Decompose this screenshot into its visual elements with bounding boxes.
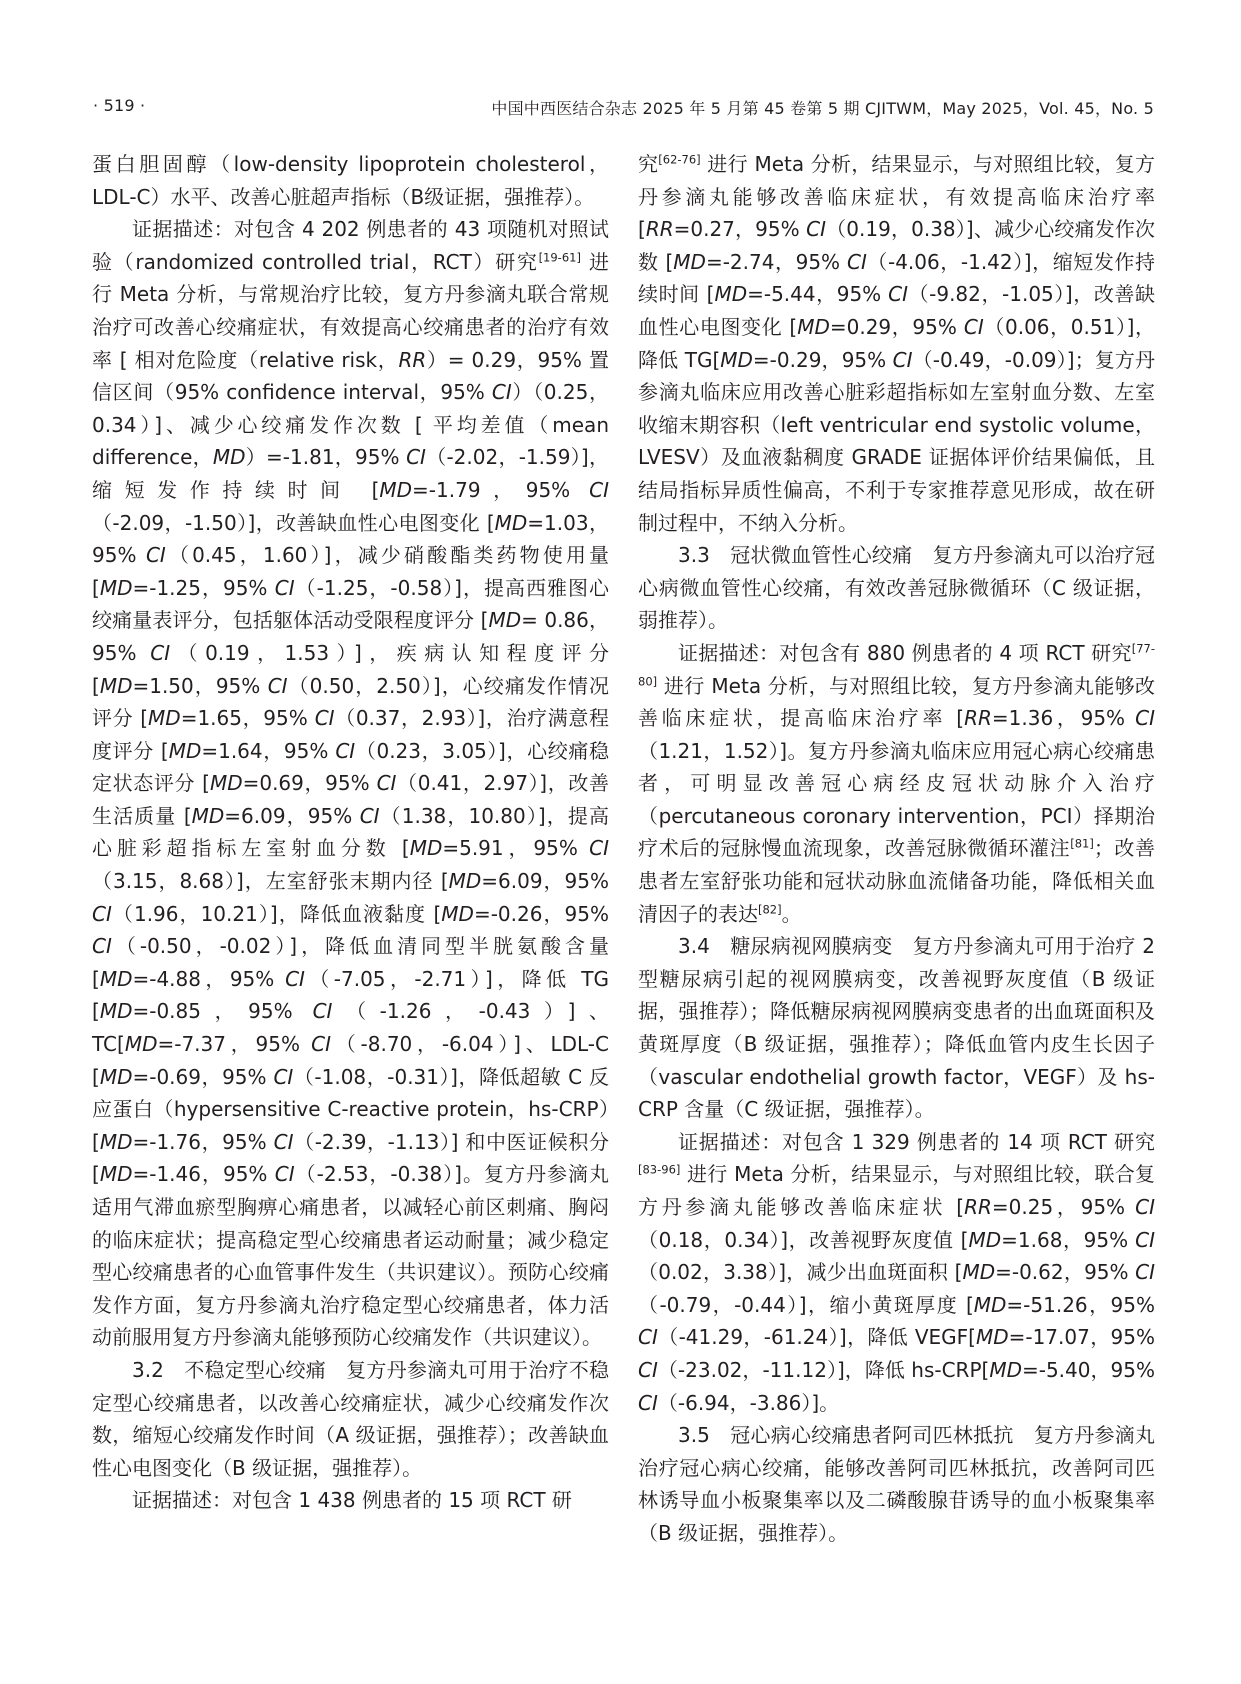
paragraph: 证据描述：对包含 1 438 例患者的 15 项 RCT 研 [132,1488,572,1513]
left-column [92,148,609,1517]
paragraph: 3.4 糖尿病视网膜病变 复方丹参滴丸可用于治疗 2 型糖尿病引起的视网膜病变，改善视野灰度值（B 级证据，强推荐）；降低糖尿病视网膜病变患者的出血斑面积及黄斑厚度（B 级证据，强推荐）；降低血管内皮生长因子（vascular endothelial growth factor，VEGF）及 hs-CRP 含量（C 级证据，强推荐）。 [638,934,1155,1122]
paragraph: 3.2 不稳定型心绞痛 复方丹参滴丸可用于治疗不稳定型心绞痛患者，以改善心绞痛症状，减少心绞痛发作次数，缩短心绞痛发作时间（A 级证据，强推荐）；改善缺血性心电图变化（B 级证据，强推荐）。 [92,1357,609,1480]
paragraph: 证据描述：对包含 4 202 例患者的 43 项随机对照试验（randomized controlled trial，RCT）研究[19-61] 进行 Meta 分析，与常规治疗比较，复方丹参滴丸联合常规治疗可改善心绞痛症状，有效提高心绞痛患者的治疗有效率 [ 相对危险度（relative risk，RR）= 0.29，95% 置信区间（95% confidence interval，95% CI）（0.25，0.34）]、减少心绞痛发作次数 [ 平均差值（mean difference，MD）=-1.81，95% CI（-2.02，-1.59）]，缩短发作持续时间 [MD=-1.79，95% CI（-2.09，-1.50）]，改善缺血性心电图变化 [MD=1.03，95% CI（0.45，1.60）]，减少硝酸酯类药物使用量 [MD=-1.25，95% CI（-1.25，-0.58）]，提高西雅图心绞痛量表评分，包括躯体活动受限程度评分 [MD= 0.86，95% CI（0.19，1.53）]，疾病认知程度评分 [MD=1.50，95% CI（0.50，2.50）]，心绞痛发作情况评分 [MD=1.65，95% CI（0.37，2.93）]，治疗满意程度评分 [MD=1.64，95% CI（0.23，3.05）]，心绞痛稳定状态评分 [MD=0.69，95% CI（0.41，2.97）]，改善生活质量 [MD=6.09，95% CI（1.38，10.80）]，提高心脏彩超指标左室射血分数 [MD=5.91，95% CI（3.15，8.68）]，左室舒张末期内径 [MD=6.09，95% CI（1.96，10.21）]，降低血液黏度 [MD=-0.26，95% CI（-0.50，-0.02）]，降低血清同型半胱氨酸含量 [MD=-4.88，95% CI（-7.05，-2.71）]，降低 TG [MD=-0.85，95% CI（-1.26，-0.43）]、TC[MD=-7.37，95% CI（-8.70，-6.04）]、LDL-C [MD=-0.69，95% CI（-1.08，-0.31）]，降低超敏 C 反应蛋白（hypersensitive C-reactive protein，hs-CRP）[MD=-1.76，95% CI（-2.39，-1.13）] 和中医证候积分 [MD=-1.46，95% CI（-2.53，-0.38）]。复方丹参滴丸适用气滞血瘀型胸痹心痛患者，以减轻心前区刺痛、胸闷的临床症状；提高稳定型心绞痛患者运动耐量；减少稳定型心绞痛患者的心血管事件发生（共识建议）。预防心绞痛发作方面，复方丹参滴丸治疗稳定型心绞痛患者，体力活动前服用复方丹参滴丸能够预防心绞痛发作（共识建议）。 [92,217,610,1350]
paragraph: 证据描述：对包含有 880 例患者的 4 项 RCT 研究[77-80] 进行 Meta 分析，与对照组比较，复方丹参滴丸能够改善临床症状，提高临床治疗率 [RR=1.36，95% CI（1.21，1.52）]。复方丹参滴丸临床应用冠心病心绞痛患者，可明显改善冠心病经皮冠状动脉介入治疗（percutaneous coronary intervention，PCI）择期治疗术后的冠脉慢血流现象，改善冠脉微循环灌注[81]；改善患者左室舒张功能和冠状动脉血流储备功能，降低相关血清因子的表达[82]。 [638,640,1156,926]
journal-header: 中国中西医结合杂志 2025 年 5 月第 45 卷第 5 期 CJITWM，May 2025，Vol. 45，No. 5 [491,99,1154,118]
right-column [638,148,1155,1550]
paragraph: 3.3 冠状微血管性心绞痛 复方丹参滴丸可以治疗冠心病微血管性心绞痛，有效改善冠脉微循环（C 级证据，弱推荐）。 [638,543,1155,633]
paragraph: 究[62-76] 进行 Meta 分析，结果显示，与对照组比较，复方丹参滴丸能够改善临床症状，有效提高临床治疗率 [RR=0.27，95% CI（0.19，0.38）]、减少心绞痛发作次数 [MD=-2.74，95% CI（-4.06，-1.42）]，缩短发作持续时间 [MD=-5.44，95% CI（-9.82，-1.05）]，改善缺血性心电图变化 [MD=0.29，95% CI（0.06，0.51）]，降低 TG[MD=-0.29，95% CI（-0.49，-0.09）]；复方丹参滴丸临床应用改善心脏彩超指标如左室射血分数、左室收缩末期容积（left ventricular end systolic volume，LVESV）及血液黏稠度 GRADE 证据体评价结果偏低，且结局指标异质性偏高，不利于专家推荐意见形成，故在研制过程中，不纳入分析。 [638,152,1156,535]
page-number: · 519 · [93,96,146,115]
paragraph: 3.5 冠心病心绞痛患者阿司匹林抵抗 复方丹参滴丸治疗冠心病心绞痛，能够改善阿司匹林抵抗，改善阿司匹林诱导血小板聚集率以及二磷酸腺苷诱导的血小板聚集率（B 级证据，强推荐）。 [638,1423,1155,1545]
paragraph: 证据描述：对包含 1 329 例患者的 14 项 RCT 研究[83-96] 进行 Meta 分析，结果显示，与对照组比较，联合复方丹参滴丸能够改善临床症状 [RR=0.25，95% CI（0.18，0.34）]，改善视野灰度值 [MD=1.68，95% CI（0.02，3.38）]，减少出血斑面积 [MD=-0.62，95% CI（-0.79，-0.44）]，缩小黄斑厚度 [MD=-51.26，95% CI（-41.29，-61.24）]，降低 VEGF[MD=-17.07，95% CI（-23.02，-11.12）]，降低 hs-CRP[MD=-5.40，95% CI（-6.94，-3.86）]。 [638,1129,1155,1415]
paragraph: 蛋白胆固醇（low-density lipoprotein cholesterol，LDL-C）水平、改善心脏超声指标（B级证据，强推荐）。 [92,152,609,209]
